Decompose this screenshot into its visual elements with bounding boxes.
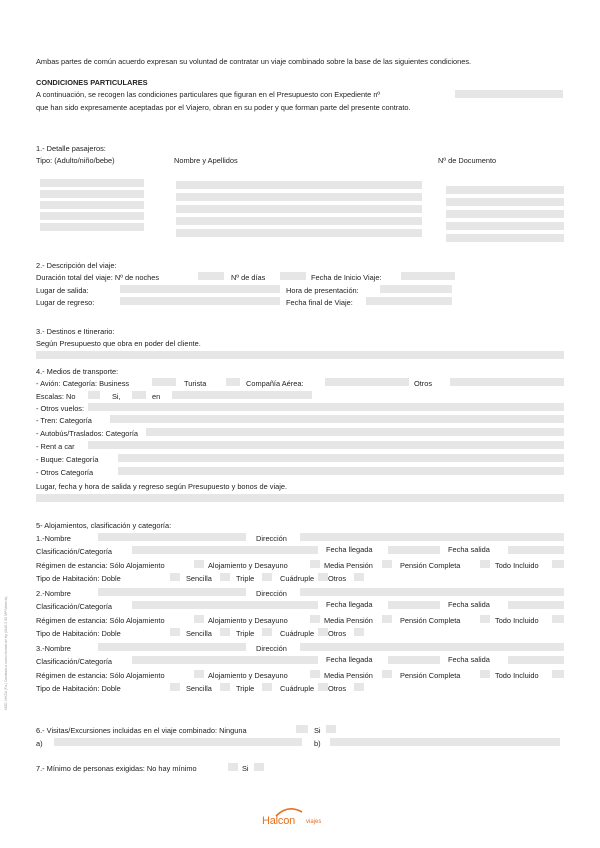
aloj-3-doble-check[interactable] (170, 683, 180, 691)
s4-si: Si, (112, 392, 121, 401)
aloj-2-otros-check[interactable] (354, 628, 364, 636)
s1-col-nombre: Nombre y Apellidos (174, 156, 238, 165)
aloj-1-aloj-desayuno: Alojamiento y Desayuno (208, 561, 288, 570)
aloj-2-nombre-field[interactable] (98, 588, 246, 596)
dias-field[interactable] (280, 272, 306, 280)
s4-buque: - Buque: Categoría (36, 455, 99, 464)
aloj-2-clasificacion: Clasificación/Categoría (36, 602, 112, 611)
aloj-1-triple: Triple (236, 574, 255, 583)
pasajero-tipo-field[interactable] (40, 179, 144, 187)
s5-title: 5- Alojamientos, clasificación y categoría: (36, 521, 172, 530)
transporte-notas-field[interactable] (36, 494, 564, 502)
aloj-2-otros: Otros (328, 629, 347, 638)
aloj-2-completa-check[interactable] (480, 615, 490, 623)
aloj-1-fecha-salida-field[interactable] (508, 546, 564, 554)
s2-dias: Nº de días (231, 273, 266, 282)
aloj-1-clasificacion: Clasificación/Categoría (36, 547, 112, 556)
aloj-2-todo-incluido: Todo Incluido (495, 616, 539, 625)
fecha-inicio-field[interactable] (401, 272, 455, 280)
aloj-1-solo-check[interactable] (194, 560, 204, 568)
s4-avion: - Avión: Categoría: Business (36, 379, 130, 388)
aloj-2-tipo-hab: Tipo de Habitación: Doble (36, 629, 121, 638)
s3-text: Según Presupuesto que obra en poder del cliente. (36, 339, 201, 348)
aloj-3-otros: Otros (328, 684, 347, 693)
aloj-2-cuadruple-check[interactable] (318, 628, 328, 636)
s4-autobus: - Autobús/Traslados: Categoría (36, 429, 139, 438)
aloj-1-fecha-llegada-field[interactable] (388, 546, 440, 554)
pasajero-doc-field[interactable] (446, 222, 564, 230)
aloj-2-regimen: Régimen de estancia: Sólo Alojamiento (36, 616, 165, 625)
aloj-1-clasificacion-field[interactable] (132, 546, 318, 554)
halcon-viajes-logo (262, 806, 332, 832)
aloj-1-triple-check[interactable] (262, 573, 272, 581)
minimo-si-check[interactable] (254, 763, 264, 771)
aloj-3-sencilla-check[interactable] (220, 683, 230, 691)
s2-salida: Lugar de salida: (36, 286, 89, 295)
pasajero-doc-field[interactable] (446, 186, 564, 194)
aloj-3-completa-check[interactable] (480, 670, 490, 678)
s6-b: b) (314, 739, 321, 748)
aloj-2-triple: Triple (236, 629, 255, 638)
aloj-3-fecha-salida-field[interactable] (508, 656, 564, 664)
aloj-3-cuadruple: Cuádruple (280, 684, 315, 693)
aloj-2-fecha-salida-field[interactable] (508, 601, 564, 609)
visita-a-field[interactable] (54, 738, 302, 746)
aloj-2-triple-check[interactable] (262, 628, 272, 636)
pasajero-nombre-field[interactable] (176, 193, 422, 201)
aloj-3-aloj-desayuno: Alojamiento y Desayuno (208, 671, 288, 680)
aloj-3-todo-check[interactable] (552, 670, 564, 678)
aloj-2-media-pension: Media Pensión (324, 616, 373, 625)
condiciones-line-2: que han sido expresamente aceptadas por el Viajero, obran en su poder y que forman parte del presente contrato. (36, 103, 411, 112)
aloj-3-regimen: Régimen de estancia: Sólo Alojamiento (36, 671, 165, 680)
fecha-final-field[interactable] (366, 297, 452, 305)
visita-b-field[interactable] (330, 738, 560, 746)
aloj-1-otros: Otros (328, 574, 347, 583)
condiciones-title: CONDICIONES PARTICULARES (36, 78, 148, 87)
s1-col-doc: Nº de Documento (438, 156, 497, 165)
aloj-2-todo-check[interactable] (552, 615, 564, 623)
aloj-1-cuadruple-check[interactable] (318, 573, 328, 581)
otros-avion-field[interactable] (450, 378, 564, 386)
pasajero-doc-field[interactable] (446, 198, 564, 206)
logo-sub-text: viajes (306, 819, 322, 825)
aloj-1-otros-check[interactable] (354, 573, 364, 581)
aloj-3-fecha-llegada: Fecha llegada (326, 655, 373, 664)
pasajero-tipo-field[interactable] (40, 212, 144, 220)
pasajero-tipo-field[interactable] (40, 223, 144, 231)
escalas-no-check[interactable] (88, 391, 100, 399)
s4-tren: - Tren: Categoría (36, 416, 92, 425)
intro-text: Ambas partes de común acuerdo expresan su voluntad de contratar un viaje combinado sobre la base de las siguientes condiciones. (36, 57, 472, 66)
otros-vuelos-field[interactable] (88, 403, 564, 411)
s3-title: 3.- Destinos e Itinerario: (36, 327, 115, 336)
autobus-field[interactable] (146, 428, 564, 436)
buque-field[interactable] (118, 454, 564, 462)
aloj-1-nombre-field[interactable] (98, 533, 246, 541)
aloj-2-cuadruple: Cuádruple (280, 629, 315, 638)
pasajero-nombre-field[interactable] (176, 205, 422, 213)
aloj-3-clasificacion: Clasificación/Categoría (36, 657, 112, 666)
aloj-1-todo-incluido: Todo Incluido (495, 561, 539, 570)
pasajero-nombre-field[interactable] (176, 229, 422, 237)
aloj-2-fecha-llegada-field[interactable] (388, 601, 440, 609)
s4-otros-cat: - Otros Categoría (36, 468, 94, 477)
compania-field[interactable] (325, 378, 409, 386)
aloj-1-media-check[interactable] (382, 560, 392, 568)
aloj-1-desayuno-check[interactable] (310, 560, 320, 568)
lugar-regreso-field[interactable] (120, 297, 280, 305)
aloj-2-desayuno-check[interactable] (310, 615, 320, 623)
aloj-2-aloj-desayuno: Alojamiento y Desayuno (208, 616, 288, 625)
itinerario-field[interactable] (36, 351, 564, 359)
s4-rent: - Rent a car (36, 442, 75, 451)
aloj-1-regimen: Régimen de estancia: Sólo Alojamiento (36, 561, 165, 570)
s2-fecha-final: Fecha final de Viaje: (286, 298, 353, 307)
aloj-1-fecha-salida: Fecha salida (448, 545, 490, 554)
aloj-1-sencilla-check[interactable] (220, 573, 230, 581)
aloj-1-pension-completa: Pensión Completa (400, 561, 461, 570)
aloj-3-direccion: Dirección (256, 644, 287, 653)
aloj-3-otros-check[interactable] (354, 683, 364, 691)
noches-field[interactable] (198, 272, 224, 280)
logo-main-text: Halcon (262, 815, 296, 827)
aloj-3-media-check[interactable] (382, 670, 392, 678)
tren-field[interactable] (110, 415, 564, 423)
aloj-2-nombre: 2.-Nombre (36, 589, 71, 598)
s1-col-tipo: Tipo: (Adulto/niño/bebe) (36, 156, 115, 165)
s2-regreso: Lugar de regreso: (36, 298, 95, 307)
s6-title: 6.- Visitas/Excursiones incluidas en el viaje combinado: Ninguna (36, 726, 247, 735)
aloj-1-direccion: Dirección (256, 534, 287, 543)
condiciones-line-1: A continuación, se recogen las condiciones particulares que figuran en el Presupuesto con Expediente nº (36, 90, 381, 99)
aloj-2-media-check[interactable] (382, 615, 392, 623)
aloj-3-cuadruple-check[interactable] (318, 683, 328, 691)
s4-en: en (152, 392, 161, 401)
aloj-2-sencilla: Sencilla (186, 629, 212, 638)
aloj-3-tipo-hab: Tipo de Habitación: Doble (36, 684, 121, 693)
aloj-3-solo-check[interactable] (194, 670, 204, 678)
aloj-1-doble-check[interactable] (170, 573, 180, 581)
pasajero-doc-field[interactable] (446, 210, 564, 218)
s2-duracion: Duración total del viaje: Nº de noches (36, 273, 160, 282)
pasajero-nombre-field[interactable] (176, 181, 422, 189)
s7-title: 7.- Mínimo de personas exigidas: No hay mínimo (36, 764, 197, 773)
aloj-2-fecha-llegada: Fecha llegada (326, 600, 373, 609)
aloj-1-tipo-hab: Tipo de Habitación: Doble (36, 574, 121, 583)
expediente-field[interactable] (455, 90, 563, 98)
s4-escalas: Escalas: No (36, 392, 76, 401)
aloj-1-media-pension: Media Pensión (324, 561, 373, 570)
aloj-3-desayuno-check[interactable] (310, 670, 320, 678)
s4-otros: Otros (414, 379, 433, 388)
escalas-en-field[interactable] (172, 391, 312, 399)
no-minimo-check[interactable] (228, 763, 238, 771)
rent-field[interactable] (88, 441, 564, 449)
s4-compania: Compañía Aérea: (246, 379, 304, 388)
s4-otros-vuelos: - Otros vuelos: (36, 404, 85, 413)
aloj-1-fecha-llegada: Fecha llegada (326, 545, 373, 554)
aloj-3-nombre-field[interactable] (98, 643, 246, 651)
s6-si: Si (314, 726, 321, 735)
s2-presentacion: Hora de presentación: (286, 286, 359, 295)
aloj-3-pension-completa: Pensión Completa (400, 671, 461, 680)
aloj-1-cuadruple: Cuádruple (280, 574, 315, 583)
pasajero-nombre-field[interactable] (176, 217, 422, 225)
aloj-3-nombre: 3.-Nombre (36, 644, 71, 653)
business-check[interactable] (152, 378, 176, 386)
aloj-2-direccion: Dirección (256, 589, 287, 598)
hora-presentacion-field[interactable] (380, 285, 452, 293)
pasajero-tipo-field[interactable] (40, 201, 144, 209)
ninguna-check[interactable] (296, 725, 308, 733)
aloj-1-todo-check[interactable] (552, 560, 564, 568)
s2-fecha-inicio: Fecha de Inicio Viaje: (311, 273, 382, 282)
aloj-2-solo-check[interactable] (194, 615, 204, 623)
aloj-3-fecha-llegada-field[interactable] (388, 656, 440, 664)
aloj-3-triple: Triple (236, 684, 255, 693)
aloj-2-doble-check[interactable] (170, 628, 180, 636)
pasajero-tipo-field[interactable] (40, 190, 144, 198)
s4-lugar: Lugar, fecha y hora de salida y regreso según Presupuesto y bonos de viaje. (36, 482, 288, 491)
s4-title: 4.- Medios de transporte: (36, 367, 119, 376)
s7-si: Si (242, 764, 249, 773)
aloj-2-direccion-field[interactable] (300, 588, 564, 596)
aloj-2-sencilla-check[interactable] (220, 628, 230, 636)
aloj-3-fecha-salida: Fecha salida (448, 655, 490, 664)
otros-cat-field[interactable] (118, 467, 564, 475)
aloj-1-completa-check[interactable] (480, 560, 490, 568)
aloj-2-pension-completa: Pensión Completa (400, 616, 461, 625)
pasajero-doc-field[interactable] (446, 234, 564, 242)
aloj-3-direccion-field[interactable] (300, 643, 564, 651)
s4-turista: Turista (184, 379, 207, 388)
sidebar-legal-text: MOD. MHZ/A (F.a.) Cambiado a nuevo formato de ley (VAI/2.3 IDI 3/IP/Valencia) (4, 596, 8, 710)
s6-a: a) (36, 739, 43, 748)
s2-title: 2.- Descripción del viaje: (36, 261, 117, 270)
aloj-3-sencilla: Sencilla (186, 684, 212, 693)
lugar-salida-field[interactable] (120, 285, 280, 293)
aloj-3-triple-check[interactable] (262, 683, 272, 691)
escalas-si-check[interactable] (132, 391, 146, 399)
aloj-1-direccion-field[interactable] (300, 533, 564, 541)
aloj-1-sencilla: Sencilla (186, 574, 212, 583)
aloj-2-clasificacion-field[interactable] (132, 601, 318, 609)
aloj-3-media-pension: Media Pensión (324, 671, 373, 680)
aloj-2-fecha-salida: Fecha salida (448, 600, 490, 609)
aloj-3-clasificacion-field[interactable] (132, 656, 318, 664)
s1-title: 1.- Detalle pasajeros: (36, 144, 106, 153)
turista-check[interactable] (226, 378, 240, 386)
visitas-si-check[interactable] (326, 725, 336, 733)
aloj-1-nombre: 1.-Nombre (36, 534, 71, 543)
aloj-3-todo-incluido: Todo Incluido (495, 671, 539, 680)
